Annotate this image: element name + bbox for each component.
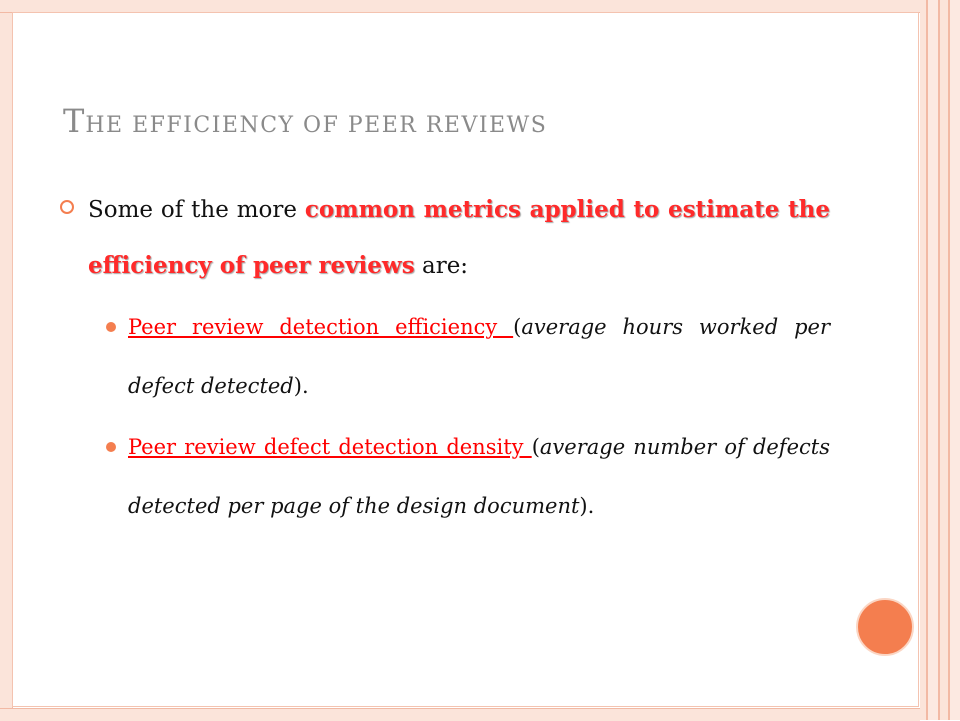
ring-bullet-icon [60,200,74,214]
sub1-open: ( [513,315,522,339]
title-first-letter: T [63,102,86,140]
slide-body [60,182,830,536]
bullet-lead: Some of the more [88,197,305,223]
decorative-circle-icon [856,598,914,656]
slide-title [63,102,547,140]
sub2-close: ). [579,494,595,518]
bottom-border [0,708,920,721]
sub1-close: ). [293,374,309,398]
defect-detection-density-link[interactable]: Peer review defect detection density [128,435,532,459]
bullet-tail: are: [414,253,469,279]
sub-bullet-2 [128,418,830,536]
main-bullet [60,182,830,294]
detection-efficiency-link[interactable]: Peer review detection efficiency [128,315,514,339]
sub2-open: ( [531,435,540,459]
sub1-description: average hours worked per defect detected [128,315,831,398]
title-rest: HE EFFICIENCY OF PEER REVIEWS [85,113,548,138]
sub2-description: average number of defects detected per page of the design document [128,435,830,518]
right-stripes [920,0,960,720]
dot-bullet-icon [106,322,116,332]
bullet-emphasis: common metrics applied to estimate the efficiency of peer reviews [88,196,830,279]
dot-bullet-icon [106,442,116,452]
sub-bullet-1 [128,298,830,416]
